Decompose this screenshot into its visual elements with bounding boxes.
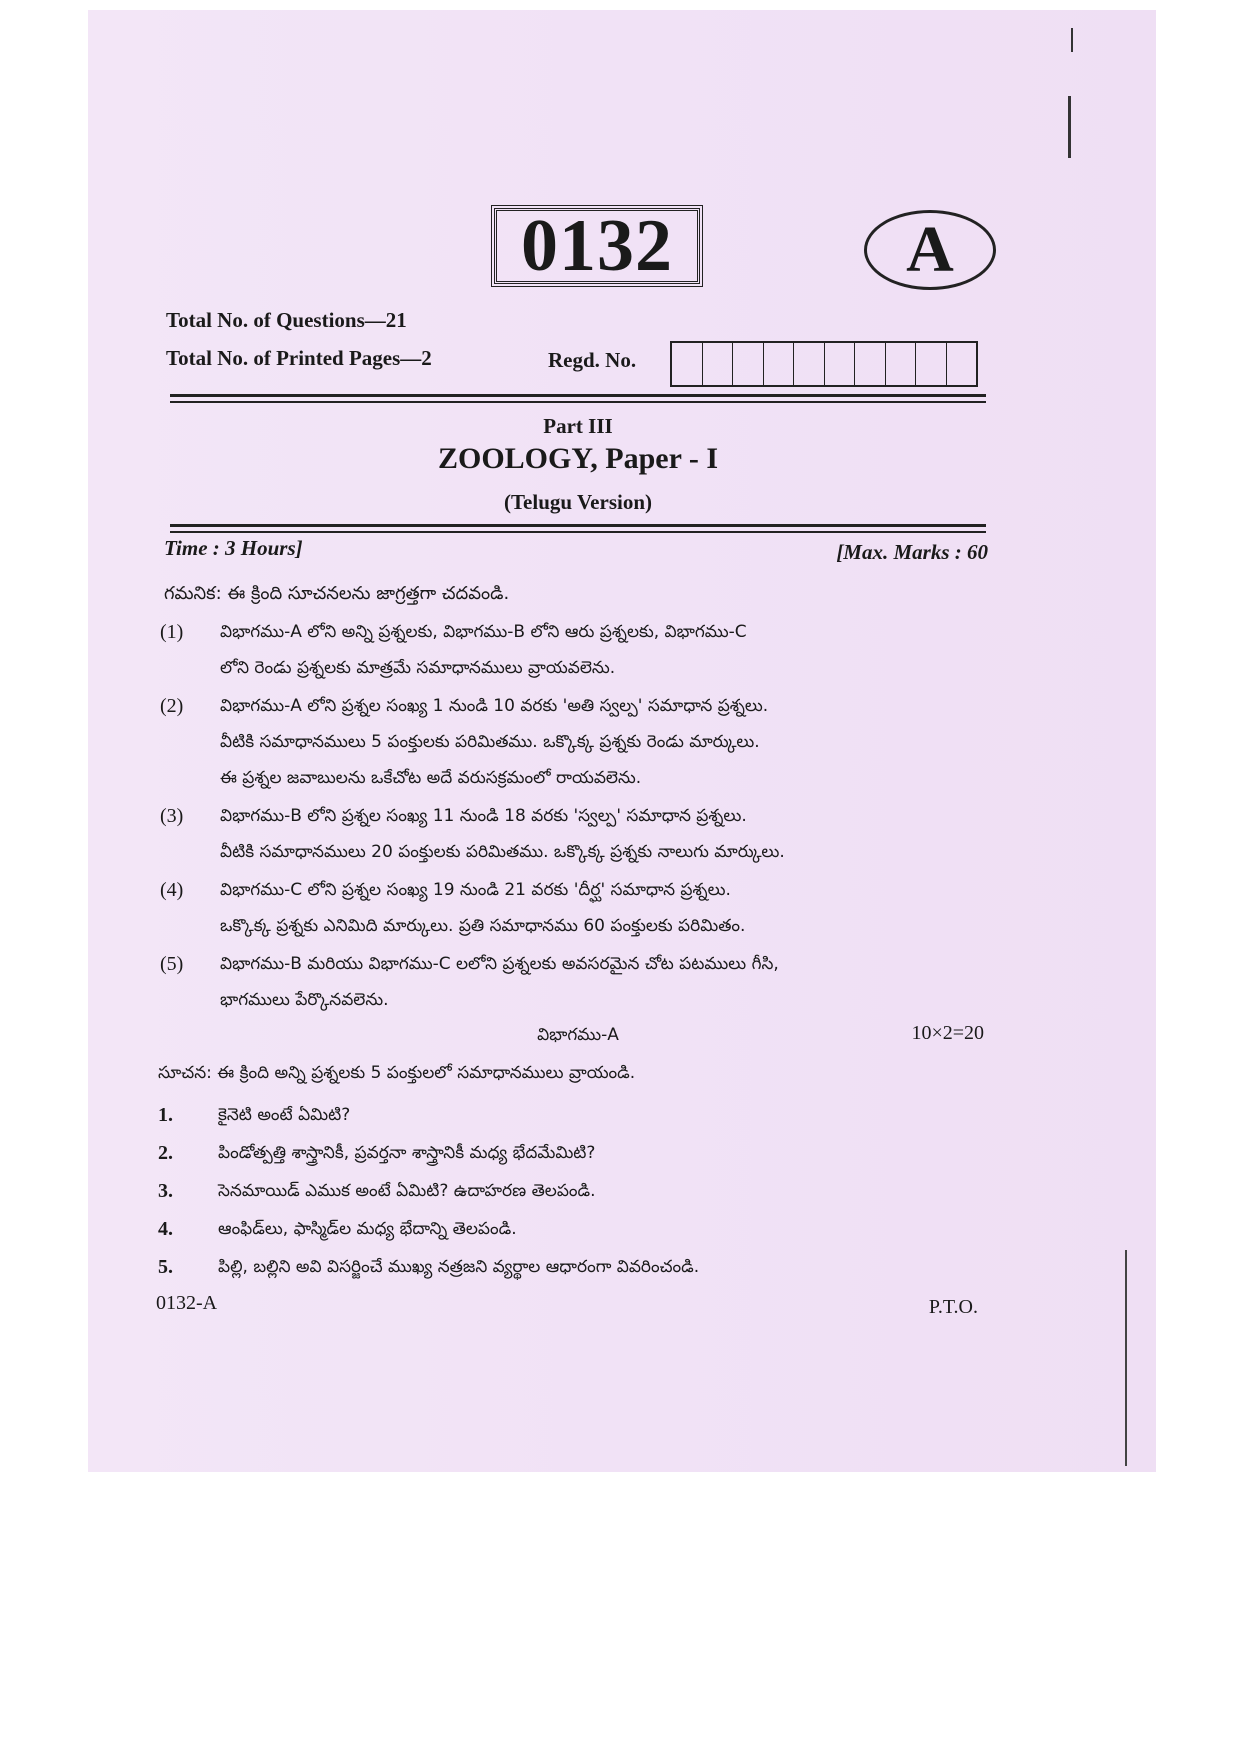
total-questions: Total No. of Questions—21 — [166, 308, 407, 332]
question-list — [158, 1096, 988, 1286]
question-item — [158, 1134, 988, 1172]
regd-digit-cell — [794, 343, 825, 385]
regd-label: Regd. No. — [548, 348, 637, 372]
time-label: Time : 3 Hours] — [164, 536, 303, 560]
regd-digit-cell — [703, 343, 734, 385]
instruction-item — [160, 688, 990, 796]
instruction-item — [160, 946, 990, 1018]
instruction-text — [220, 688, 768, 796]
regd-number-boxes — [670, 341, 978, 387]
instruction-line: ఈ ప్రశ్నల జవాబులను ఒకేచోట అదే వరుసక్రమంలో రాయవలెను. — [220, 768, 642, 788]
regd-digit-cell — [855, 343, 886, 385]
instruction-line: ఒక్కొక్క ప్రశ్నకు ఎనిమిది మార్కులు. ప్రతి సమాధానము 60 పంక్తులకు పరిమితం. — [220, 916, 746, 936]
question-number: 1. — [158, 1103, 173, 1126]
regd-digit-cell — [947, 343, 977, 385]
question-text: పిండోత్పత్తి శాస్త్రానికీ, ప్రవర్తనా శాస్త్రానికీ మధ్య భేదమేమిటి? — [218, 1143, 596, 1163]
question-item — [158, 1172, 988, 1210]
instruction-number: (3) — [160, 805, 184, 827]
instruction-line: విభాగము-A లోని అన్ని ప్రశ్నలకు, విభాగము-B లోని ఆరు ప్రశ్నలకు, విభాగము-C — [220, 622, 747, 642]
instruction-text — [220, 872, 745, 944]
instruction-line: విభాగము-C లోని ప్రశ్నల సంఖ్య 19 నుండి 21 వరకు 'దీర్ఘ' సమాధాన ప్రశ్నలు. — [220, 880, 731, 900]
max-marks-label: [Max. Marks : 60 — [836, 540, 988, 564]
footer-pto: P.T.O. — [928, 1296, 978, 1318]
regd-digit-cell — [672, 343, 703, 385]
instruction-number: (4) — [160, 879, 184, 901]
regd-digit-cell — [733, 343, 764, 385]
footer-code: 0132-A — [156, 1292, 218, 1314]
instruction-item — [160, 614, 990, 686]
instruction-line: విభాగము-B లోని ప్రశ్నల సంఖ్య 11 నుండి 18 వరకు 'స్వల్ప' సమాధాన ప్రశ్నలు. — [220, 806, 747, 826]
divider-rule — [170, 401, 986, 403]
regd-digit-cell — [764, 343, 795, 385]
question-number: 5. — [158, 1255, 173, 1278]
instruction-line: వీటికి సమాధానములు 20 పంక్తులకు పరిమితము. ఒక్కొక్క ప్రశ్నకు నాలుగు మార్కులు. — [220, 842, 785, 862]
question-text: ఆంఫిడ్‌లు, ఫాస్మిడ్‌ల మధ్య భేదాన్ని తెలపండి. — [218, 1219, 517, 1239]
instruction-number: (2) — [160, 695, 184, 717]
question-item — [158, 1210, 988, 1248]
note-heading: గమనిక: ఈ క్రింది సూచనలను జాగ్రత్తగా చదవండి. — [164, 583, 510, 604]
section-a-heading: విభాగము-A — [537, 1025, 619, 1045]
total-pages: Total No. of Printed Pages—2 — [166, 346, 432, 370]
question-number: 4. — [158, 1217, 173, 1240]
series-badge: A — [864, 210, 996, 290]
question-number: 3. — [158, 1179, 173, 1202]
instruction-line: విభాగము-B మరియు విభాగము-C లలోని ప్రశ్నలకు అవసరమైన చోట పటములు గీసి, — [220, 954, 779, 974]
scan-edge-mark — [1125, 1250, 1127, 1466]
divider-rule — [170, 531, 986, 533]
scan-edge-mark — [1068, 96, 1071, 158]
question-text: కైనెటి అంటే ఏమిటి? — [218, 1105, 351, 1125]
version-label: (Telugu Version) — [503, 490, 652, 514]
instruction-text — [220, 946, 779, 1018]
instruction-line: విభాగము-A లోని ప్రశ్నల సంఖ్య 1 నుండి 10 వరకు 'అతి స్వల్ప' సమాధాన ప్రశ్నలు. — [220, 696, 769, 716]
instruction-text — [220, 614, 747, 686]
subject-title: ZOOLOGY, Paper - I — [437, 442, 719, 475]
divider-rule — [170, 394, 986, 397]
part-label: Part III — [543, 414, 613, 438]
question-number: 2. — [158, 1141, 173, 1164]
question-item — [158, 1248, 988, 1286]
question-item — [158, 1096, 988, 1134]
instruction-line: లోని రెండు ప్రశ్నలకు మాత్రమే సమాధానములు వ్రాయవలెను. — [220, 658, 616, 678]
instruction-item — [160, 872, 990, 944]
instruction-line: వీటికి సమాధానములు 5 పంక్తులకు పరిమితము. ఒక్కొక్క ప్రశ్నకు రెండు మార్కులు. — [220, 732, 760, 752]
instruction-number: (5) — [160, 953, 184, 975]
regd-digit-cell — [916, 343, 947, 385]
instruction-number: (1) — [160, 621, 184, 643]
exam-sheet — [88, 10, 1156, 1472]
regd-digit-cell — [825, 343, 856, 385]
instruction-text — [220, 798, 785, 870]
section-a-direction: సూచన: ఈ క్రింది అన్ని ప్రశ్నలకు 5 పంక్తులలో సమాధానములు వ్రాయండి. — [158, 1063, 636, 1083]
instructions-list — [160, 614, 990, 1018]
question-text: పిల్లి, బల్లిని అవి విసర్జించే ముఖ్య నత్రజని వ్యర్థాల ఆధారంగా వివరించండి. — [218, 1257, 700, 1277]
instruction-item — [160, 798, 990, 870]
paper-code-box: 0132 — [494, 208, 700, 284]
instruction-line: భాగములు పేర్కొనవలెను. — [220, 990, 389, 1010]
section-a-marks: 10×2=20 — [911, 1022, 984, 1044]
scan-edge-mark — [1071, 28, 1073, 52]
regd-digit-cell — [886, 343, 917, 385]
divider-rule — [170, 524, 986, 527]
question-text: సెనమాయిడ్ ఎముక అంటే ఏమిటి? ఉదాహరణ తెలపండి. — [218, 1181, 596, 1201]
